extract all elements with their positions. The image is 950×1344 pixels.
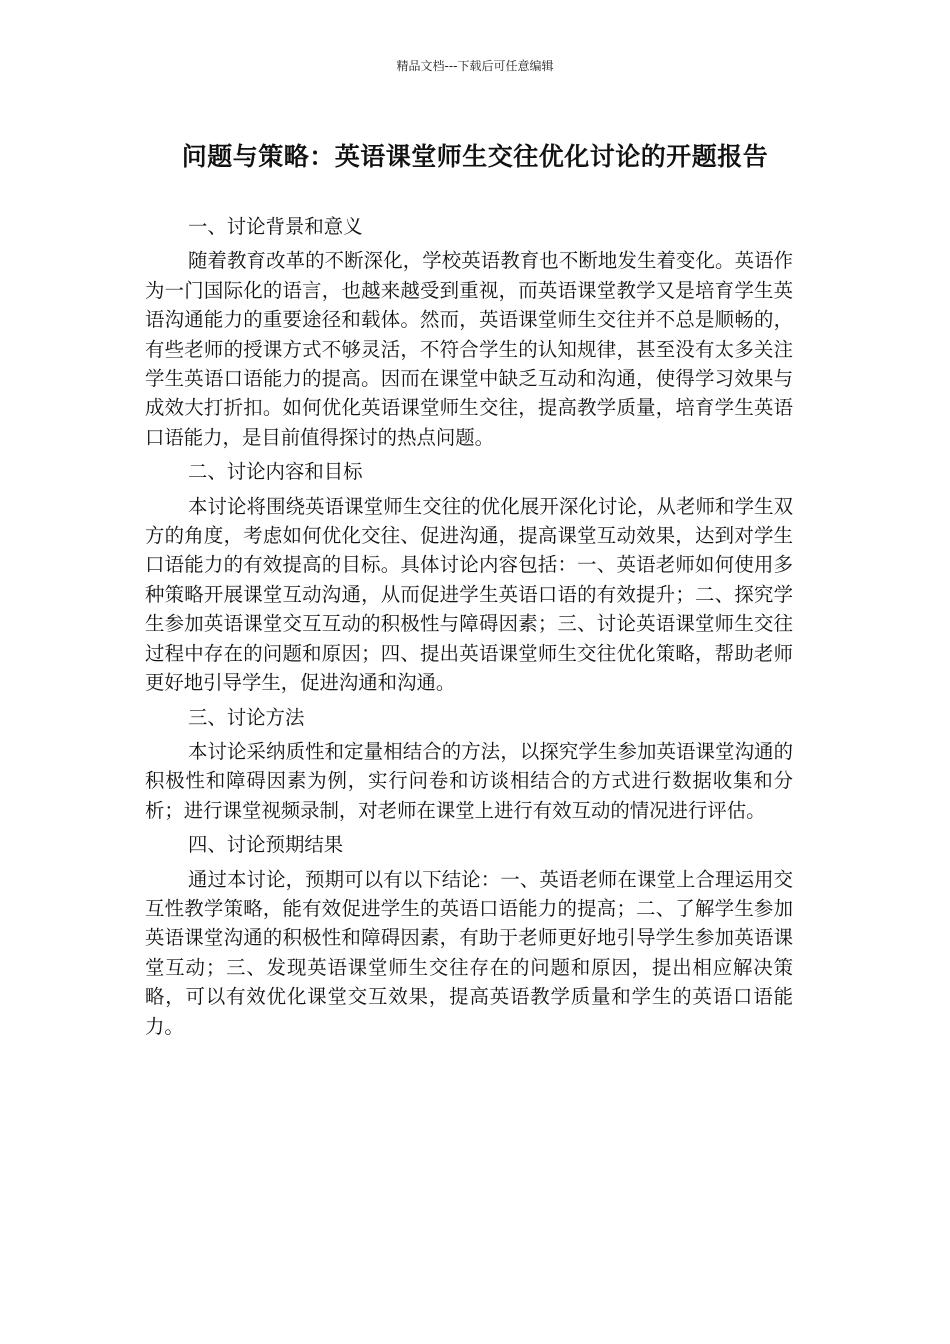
section-paragraph: 随着教育改革的不断深化，学校英语教育也不断地发生着变化。英语作为一门国际化的语言，也越来越受到重视，而英语课堂教学又是培育学生英语沟通能力的重要途径和载体。然而，英语课堂师生交往并不总是顺畅的，有些老师的授课方式不够灵活，不符合学生的认知规律，甚至没有太多关注学生英语口语能力的提高。因而在课堂中缺乏互动和沟通，使得学习效果与成效大打折扣。如何优化英语课堂师生交往，提高教学质量，培育学生英语口语能力，是目前值得探讨的热点问题。 bbox=[145, 249, 793, 449]
header-note: 精品文档---下载后可任意编辑 bbox=[396, 59, 554, 73]
section-expected-results bbox=[145, 830, 793, 1041]
section-heading: 四、讨论预期结果 bbox=[188, 833, 344, 857]
section-content-goals bbox=[145, 457, 793, 697]
section-background bbox=[145, 212, 793, 452]
section-methods bbox=[145, 703, 793, 826]
section-heading: 一、讨论背景和意义 bbox=[188, 215, 363, 238]
section-heading: 二、讨论内容和目标 bbox=[188, 460, 363, 484]
document-body bbox=[145, 212, 793, 1046]
section-heading: 三、讨论方法 bbox=[188, 705, 305, 729]
document-title: 问题与策略：英语课堂师生交往优化讨论的开题报告 bbox=[181, 142, 769, 171]
section-paragraph: 本讨论采纳质性和定量相结合的方法，以探究学生参加英语课堂沟通的积极性和障碍因素为例，实行问卷和访谈相结合的方式进行数据收集和分析；进行课堂视频录制，对老师在课堂上进行有效互动的情况进行评估。 bbox=[145, 739, 793, 822]
section-paragraph: 本讨论将围绕英语课堂师生交往的优化展开深化讨论，从老师和学生双方的角度，考虑如何优化交往、促进沟通，提高课堂互动效果，达到对学生口语能力的有效提高的目标。具体讨论内容包括：一、英语老师如何使用多种策略开展课堂互动沟通，从而促进学生英语口语的有效提升；二、探究学生参加英语课堂交互互动的积极性与障碍因素；三、讨论英语课堂师生交往过程中存在的问题和原因；四、提出英语课堂师生交往优化策略，帮助老师更好地引导学生，促进沟通和沟通。 bbox=[145, 494, 793, 695]
section-paragraph: 通过本讨论，预期可以有以下结论：一、英语老师在课堂上合理运用交互性教学策略，能有效促进学生的英语口语能力的提高；二、了解学生参加英语课堂沟通的积极性和障碍因素，有助于老师更好地引导学生参加英语课堂互动；三、发现英语课堂师生交往存在的问题和原因，提出相应解决策略，可以有效优化课堂交互效果，提高英语教学质量和学生的英语口语能力。 bbox=[145, 867, 793, 1038]
